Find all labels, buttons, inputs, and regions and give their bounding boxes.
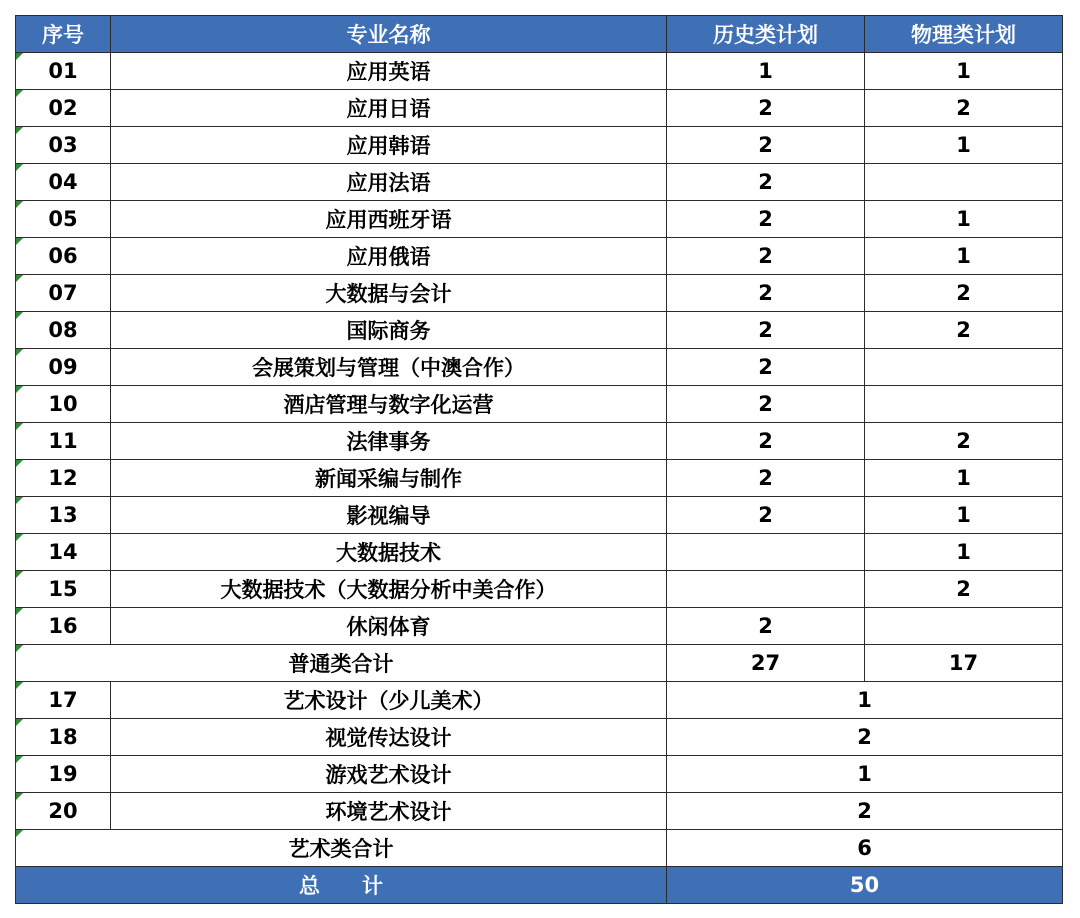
table-row [16,90,1063,127]
general-subtotal-label: 普通类合计 [16,645,667,682]
row-seq: 09 [16,349,111,386]
row-physics: 2 [865,571,1063,608]
row-seq: 20 [16,793,111,830]
table-row [16,460,1063,497]
art-subtotal-label: 艺术类合计 [16,830,667,867]
row-major: 大数据技术（大数据分析中美合作） [111,571,667,608]
row-physics [865,164,1063,201]
general-subtotal-physics: 17 [865,645,1063,682]
table-row [16,682,1063,719]
row-major: 应用西班牙语 [111,201,667,238]
row-major: 法律事务 [111,423,667,460]
row-history: 2 [667,312,865,349]
general-subtotal-history: 27 [667,645,865,682]
row-major: 艺术设计（少儿美术） [111,682,667,719]
row-major: 应用俄语 [111,238,667,275]
table-row [16,238,1063,275]
row-history: 2 [667,90,865,127]
row-physics: 1 [865,238,1063,275]
row-seq: 12 [16,460,111,497]
row-major: 酒店管理与数字化运营 [111,386,667,423]
row-seq: 17 [16,682,111,719]
row-seq: 05 [16,201,111,238]
table-row [16,201,1063,238]
row-seq: 13 [16,497,111,534]
table-row [16,275,1063,312]
row-seq: 15 [16,571,111,608]
row-major: 应用英语 [111,53,667,90]
header-major: 专业名称 [111,16,667,53]
row-physics: 1 [865,534,1063,571]
row-major: 应用日语 [111,90,667,127]
row-physics: 2 [865,312,1063,349]
table-row [16,756,1063,793]
header-physics-plan: 物理类计划 [865,16,1063,53]
row-seq: 18 [16,719,111,756]
grand-total-label: 总 计 [16,867,667,904]
row-history: 2 [667,201,865,238]
row-plan: 1 [667,682,1063,719]
grand-total-value: 50 [667,867,1063,904]
row-plan: 2 [667,793,1063,830]
table-row [16,312,1063,349]
row-seq: 19 [16,756,111,793]
row-seq: 16 [16,608,111,645]
art-subtotal-row [16,830,1063,867]
row-major: 环境艺术设计 [111,793,667,830]
row-plan: 2 [667,719,1063,756]
table-row [16,164,1063,201]
row-major: 游戏艺术设计 [111,756,667,793]
table-header-row [16,16,1063,53]
table-row [16,53,1063,90]
row-major: 会展策划与管理（中澳合作） [111,349,667,386]
row-major: 新闻采编与制作 [111,460,667,497]
row-plan: 1 [667,756,1063,793]
table-row [16,497,1063,534]
row-history: 2 [667,423,865,460]
row-history: 2 [667,275,865,312]
row-history: 2 [667,460,865,497]
row-major: 影视编导 [111,497,667,534]
header-seq: 序号 [16,16,111,53]
row-seq: 08 [16,312,111,349]
row-seq: 03 [16,127,111,164]
row-physics: 1 [865,460,1063,497]
row-physics: 1 [865,53,1063,90]
row-history: 2 [667,386,865,423]
row-seq: 06 [16,238,111,275]
row-physics [865,349,1063,386]
art-subtotal-value: 6 [667,830,1063,867]
table-row [16,571,1063,608]
row-history: 2 [667,164,865,201]
row-seq: 10 [16,386,111,423]
row-physics: 1 [865,497,1063,534]
grand-total-row [16,867,1063,904]
row-history: 2 [667,349,865,386]
row-major: 国际商务 [111,312,667,349]
table-row [16,127,1063,164]
enrollment-plan-table [15,15,1063,904]
row-major: 大数据与会计 [111,275,667,312]
row-physics [865,386,1063,423]
table-row [16,608,1063,645]
table-row [16,719,1063,756]
table-row [16,386,1063,423]
header-history-plan: 历史类计划 [667,16,865,53]
row-history: 1 [667,53,865,90]
row-major: 应用法语 [111,164,667,201]
row-history [667,534,865,571]
row-major: 应用韩语 [111,127,667,164]
table-row [16,349,1063,386]
row-seq: 11 [16,423,111,460]
row-physics: 2 [865,90,1063,127]
row-history: 2 [667,238,865,275]
row-physics: 2 [865,423,1063,460]
row-history: 2 [667,127,865,164]
row-seq: 14 [16,534,111,571]
row-physics: 2 [865,275,1063,312]
general-subtotal-row [16,645,1063,682]
row-physics [865,608,1063,645]
row-seq: 07 [16,275,111,312]
table-row [16,534,1063,571]
table-row [16,793,1063,830]
row-history [667,571,865,608]
row-history: 2 [667,608,865,645]
row-major: 大数据技术 [111,534,667,571]
row-major: 休闲体育 [111,608,667,645]
row-seq: 02 [16,90,111,127]
table-row [16,423,1063,460]
row-history: 2 [667,497,865,534]
row-seq: 04 [16,164,111,201]
row-seq: 01 [16,53,111,90]
row-physics: 1 [865,127,1063,164]
row-physics: 1 [865,201,1063,238]
row-major: 视觉传达设计 [111,719,667,756]
